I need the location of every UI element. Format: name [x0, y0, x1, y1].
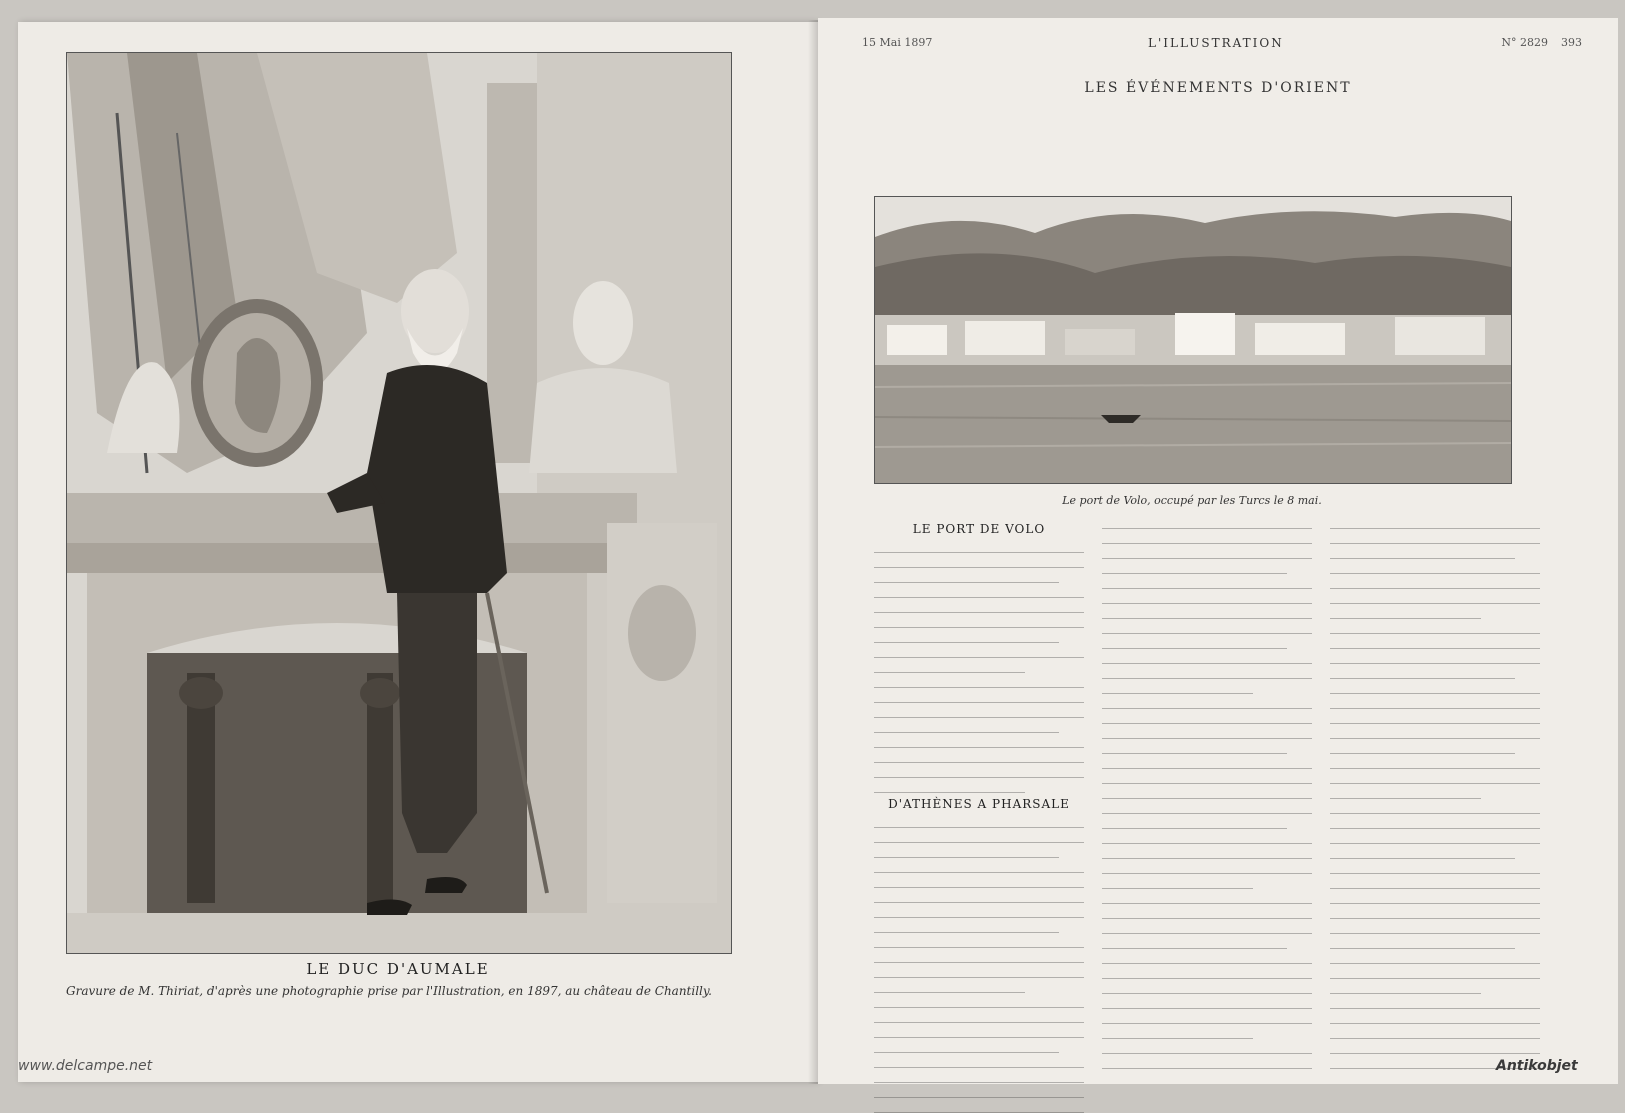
running-head-date: 15 Mai 1897 — [862, 36, 933, 49]
heading-port-de-volo: LE PORT DE VOLO — [912, 522, 1046, 536]
article-column-3 — [1330, 518, 1540, 1078]
portrait-caption-title: LE DUC D'AUMALE — [306, 960, 490, 978]
portrait-engraving — [66, 52, 732, 954]
section-title: LES ÉVÉNEMENTS D'ORIENT — [1084, 80, 1352, 96]
running-head-page-number: 393 — [1561, 36, 1582, 49]
article-column-2 — [1102, 518, 1312, 1078]
watermark-url: www.delcampe.net — [18, 1058, 153, 1074]
running-head-issue-number: N° 2829 — [1501, 36, 1548, 49]
heading-athenes-a-pharsale: D'ATHÈNES A PHARSALE — [888, 797, 1070, 811]
seller-logo: Antikobjet — [1496, 1058, 1578, 1074]
engraving-caption: Le port de Volo, occupé par les Turcs le 8 mai. — [1062, 494, 1322, 507]
right-page — [818, 18, 1618, 1084]
running-head-title: L'ILLUSTRATION — [1148, 36, 1284, 50]
article-columns — [874, 518, 1574, 1078]
portrait-caption-credit: Gravure de M. Thiriat, d'après une photographie prise par l'Illustration, en 1897, au château de Chantilly. — [66, 984, 712, 998]
left-page — [18, 22, 818, 1082]
port-of-volo-engraving — [874, 196, 1512, 484]
article-column-1 — [874, 518, 1084, 1078]
